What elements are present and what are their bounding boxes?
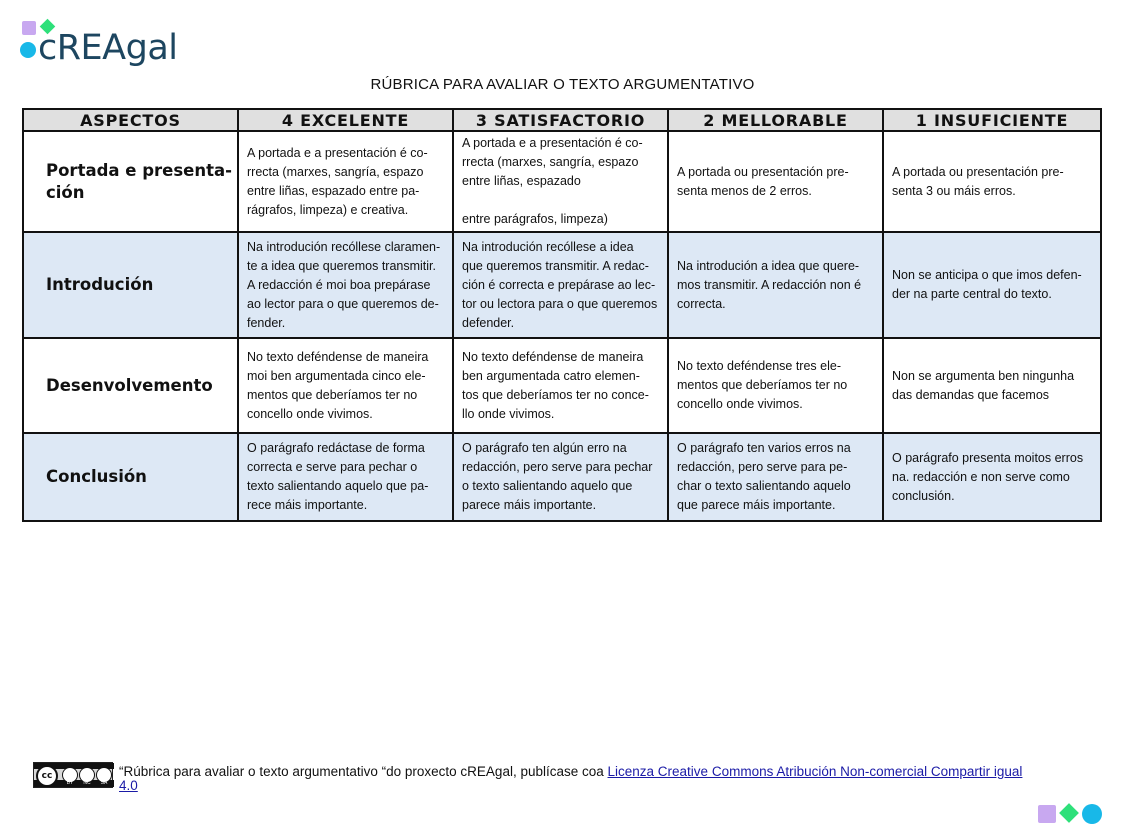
criteria-cell: A portada e a presentación é co- rrecta (marxes, sangría, espazo entre liñas, espazado entre pa- rágrafos, limpeza) e creativa. (238, 131, 453, 232)
criteria-cell: Na introdución a idea que quere- mos transmitir. A redacción non é correcta. (668, 232, 883, 338)
aspect-cell: Introdución (23, 232, 238, 338)
criteria-cell: Na introdución recóllese claramen- te a idea que queremos transmitir. A redacción é moi boa prepárase ao lector para o que queremos de- fender. (238, 232, 453, 338)
creative-commons-badge-icon (33, 762, 113, 788)
purple-square-icon (22, 21, 36, 35)
creagal-logo (20, 18, 200, 68)
criteria-cell: O parágrafo ten algún erro na redacción, pero serve para pechar o texto salientando aquelo que parece máis importante. (453, 433, 668, 521)
green-diamond-icon (1059, 803, 1079, 823)
cc-icon: cc (36, 765, 58, 787)
rubric-table (22, 108, 1102, 522)
column-header-mellorable: 2 MELLORABLE (668, 109, 883, 131)
badge-label-by: BY (66, 780, 74, 786)
logo-text: cREAgal (38, 28, 178, 68)
document-title: RÚBRICA PARA AVALIAR O TEXTO ARGUMENTATIVO (370, 76, 755, 93)
criteria-cell: O parágrafo redáctase de forma correcta e serve para pechar o texto salientando aquelo que pa- rece máis importante. (238, 433, 453, 521)
criteria-cell: No texto deféndense de maneira moi ben argumentada cinco ele- mentos que deberíamos ter no concello onde vivimos. (238, 338, 453, 433)
badge-label-sa: SA (100, 780, 108, 786)
cyan-circle-icon (1082, 804, 1102, 824)
license-link[interactable]: Licenza Creative Commons Atribución Non-comercial Compartir igual 4.0 (119, 764, 1023, 793)
column-header-insuficiente: 1 INSUFICIENTE (883, 109, 1101, 131)
badge-label-nc: NC (83, 780, 91, 786)
criteria-cell: Non se argumenta ben ningunha das demandas que facemos (883, 338, 1101, 433)
criteria-cell: A portada e a presentación é co- rrecta (marxes, sangría, espazo entre liñas, espazado entre parágrafos, limpeza) (453, 131, 668, 232)
license-footer (33, 762, 1033, 798)
aspect-cell: Portada e presenta- ción (23, 131, 238, 232)
criteria-cell: Na introdución recóllese a idea que queremos transmitir. A redac- ción é correcta e prepárase ao lec- tor ou lectora para o que queremos defender. (453, 232, 668, 338)
column-header-aspectos: ASPECTOS (23, 109, 238, 131)
cyan-circle-icon (20, 42, 36, 58)
criteria-cell: O parágrafo ten varios erros na redacción, pero serve para pe- char o texto salientando aquelo que parece máis importante. (668, 433, 883, 521)
criteria-cell: Non se anticipa o que imos defen- der na parte central do texto. (883, 232, 1101, 338)
table-row (23, 232, 1101, 338)
criteria-cell: No texto deféndense de maneira ben argumentada catro elemen- tos que deberíamos ter no conce- llo onde vivimos. (453, 338, 668, 433)
license-prefix: “Rúbrica para avaliar o texto argumentativo “do proxecto cREAgal, publícase coa (119, 764, 608, 779)
column-header-excelente: 4 EXCELENTE (238, 109, 453, 131)
criteria-cell: No texto deféndense tres ele- mentos que deberíamos ter no concello onde vivimos. (668, 338, 883, 433)
criteria-cell: O parágrafo presenta moitos erros na. redacción e non serve como conclusión. (883, 433, 1101, 521)
table-row (23, 338, 1101, 433)
table-row (23, 131, 1101, 232)
table-row (23, 433, 1101, 521)
aspect-cell: Conclusión (23, 433, 238, 521)
table-header-row (23, 109, 1101, 131)
column-header-satisfactorio: 3 SATISFACTORIO (453, 109, 668, 131)
corner-logo-shapes (1038, 803, 1108, 827)
criteria-cell: A portada ou presentación pre- senta menos de 2 erros. (668, 131, 883, 232)
license-text (119, 765, 1033, 793)
purple-square-icon (1038, 805, 1056, 823)
aspect-cell: Desenvolvemento (23, 338, 238, 433)
criteria-cell: A portada ou presentación pre- senta 3 ou máis erros. (883, 131, 1101, 232)
